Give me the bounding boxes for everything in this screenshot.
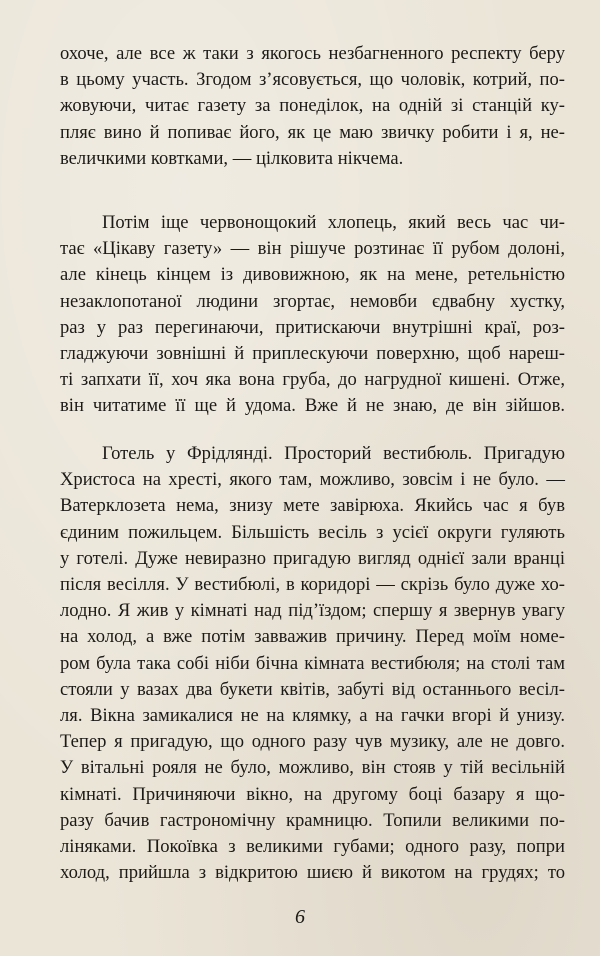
text-line: лодно. Я жив у кімнаті над під’їздом; спершу я звернув увагу bbox=[60, 600, 565, 622]
text-line: єдиним пожильцем. Більшість весіль з усієї округи гуляють bbox=[60, 521, 565, 543]
text-line: стояли у вазах два букети квітів, забуті від останнього весіл- bbox=[60, 678, 565, 700]
text-line: на холод, а вже потім завважив причину. Перед моїм номе- bbox=[60, 626, 565, 648]
text-line: Тепер я пригадую, що одного разу чув музику, але не довго. bbox=[60, 731, 565, 753]
paragraph-1 bbox=[60, 41, 565, 172]
page-number: 6 bbox=[295, 906, 305, 928]
text-line: Ватерклозета нема, знизу мете завірюха. Якийсь час я був bbox=[60, 495, 565, 517]
text-line: Христоса на хресті, якого там, можливо, зовсім і не було. — bbox=[60, 469, 565, 491]
text-line: кімнаті. Причиняючи вікно, на другому боці базару я що- bbox=[60, 783, 565, 805]
text-line: У вітальні рояля не було, можливо, він стояв у тій весільній bbox=[60, 757, 565, 779]
text-line: незаклопотаної людини згортає, немовби єдвабну хустку, bbox=[60, 290, 565, 312]
text-line: Готель у Фрідлянді. Просторий вестибюль. Пригадую bbox=[102, 443, 565, 464]
text-line: величкими ковтками, — цілковита нікчема. bbox=[60, 147, 404, 169]
text-line: ті запхати її, хоч яка вона груба, до нагрудної кишені. Отже, bbox=[60, 369, 565, 391]
text-line: гладжуючи зовнішні й приплескуючи поверхню, щоб нареш- bbox=[60, 343, 565, 365]
text-line: в цьому участь. Згодом з’ясовується, що чоловік, котрий, по- bbox=[60, 69, 565, 91]
text-line: тає «Цікаву газету» — він рішуче розтинає її рубом долоні, bbox=[60, 238, 565, 260]
text-line: ля. Вікна замикалися не на клямку, а на гачки вгорі й унизу. bbox=[60, 705, 565, 727]
text-line: у готелі. Дуже невиразно пригадую вигляд однієї зали вранці bbox=[60, 547, 565, 569]
text-line: пляє вино й попиває його, як це маю звичку робити і я, не- bbox=[60, 121, 565, 143]
paragraph-2 bbox=[60, 210, 565, 420]
text-line: ром була така собі ніби бічна кімната вестибюля; на столі там bbox=[60, 652, 565, 674]
text-line: він читатиме її ще й удома. Вже й не знаю, де він зійшов. bbox=[60, 395, 565, 417]
text-line: разу бачив гастрономічну крамницю. Топили великими по- bbox=[60, 809, 565, 831]
text-line: охоче, але все ж таки з якогось незбагненного респекту беру bbox=[60, 43, 565, 64]
text-line: але кінець кінцем із дивовижною, як на мене, ретельністю bbox=[60, 264, 565, 286]
text-line: після весілля. У вестибюлі, в коридорі — скрізь було дуже хо- bbox=[60, 574, 565, 596]
text-line: ліняками. Покоївка з великими губами; одного разу, попри bbox=[60, 836, 565, 858]
text-line: Потім іще червонощокий хлопець, який весь час чи- bbox=[102, 212, 565, 233]
text-line: холод, прийшла з відкритою шиєю й викотом на грудях; то bbox=[60, 862, 565, 884]
paragraph-3 bbox=[60, 441, 565, 886]
text-line: раз у раз перегинаючи, притискаючи внутрішні краї, роз- bbox=[60, 316, 565, 338]
text-line: жовуючи, читає газету за понеділок, на одній зі станцій ку- bbox=[60, 95, 565, 117]
